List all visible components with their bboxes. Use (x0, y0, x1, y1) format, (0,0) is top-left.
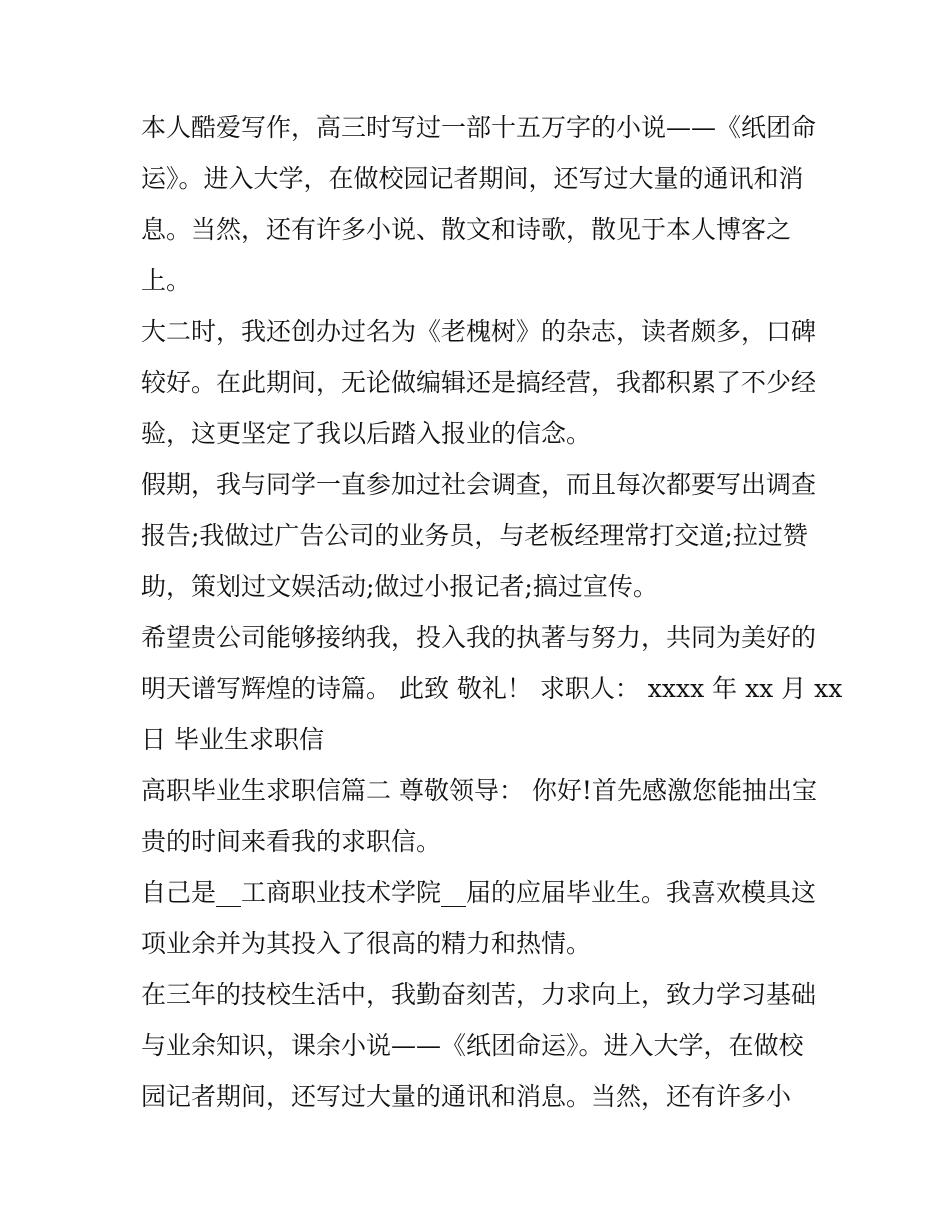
text-line: 明天谱写辉煌的诗篇。 此致 敬礼！ 求职人： xxxx 年 xx 月 xx (141, 674, 843, 703)
text-line: 本人酷爱写作，高三时写过一部十五万字的小说——《纸团命 (141, 113, 817, 142)
text-line: 在三年的技校生活中，我勤奋刻苦，力求向上，致力学习基础 (141, 980, 817, 1009)
text-line: 日 毕业生求职信 (141, 725, 324, 754)
text-line: 希望贵公司能够接纳我，投入我的执著与努力，共同为美好的 (141, 623, 817, 652)
text-line: 与业余知识，课余小说——《纸团命运》。进入大学，在做校 (141, 1031, 804, 1060)
text-line: 园记者期间，还写过大量的通讯和消息。当然，还有许多小 (141, 1082, 792, 1111)
text-line: 息。当然，还有许多小说、散文和诗歌，散见于本人博客之 (141, 215, 792, 244)
text-line: 高职毕业生求职信篇二 尊敬领导： 你好!首先感激您能抽出宝 (141, 776, 817, 805)
text-line: 大二时，我还创办过名为《老槐树》的杂志，读者颇多，口碑 (141, 317, 817, 346)
text-line: 自己是__工商职业技术学院__届的应届毕业生。我喜欢模具这 (141, 878, 817, 907)
text-line: 项业余并为其投入了很高的精力和热情。 (141, 929, 592, 958)
text-line: 验，这更坚定了我以后踏入报业的信念。 (141, 419, 592, 448)
text-line: 较好。在此期间，无论做编辑还是搞经营，我都积累了不少经 (141, 368, 817, 397)
text-line: 上。 (141, 266, 192, 295)
text-line: 报告;我做过广告公司的业务员，与老板经理常打交道;拉过赞 (141, 521, 808, 550)
text-line: 假期，我与同学一直参加过社会调查，而且每次都要写出调查 (141, 470, 817, 499)
text-line: 贵的时间来看我的求职信。 (141, 827, 442, 856)
text-line: 运》。进入大学，在做校园记者期间，还写过大量的通讯和消 (141, 164, 804, 193)
text-line: 助，策划过文娱活动;做过小报记者;搞过宣传。 (141, 572, 658, 601)
